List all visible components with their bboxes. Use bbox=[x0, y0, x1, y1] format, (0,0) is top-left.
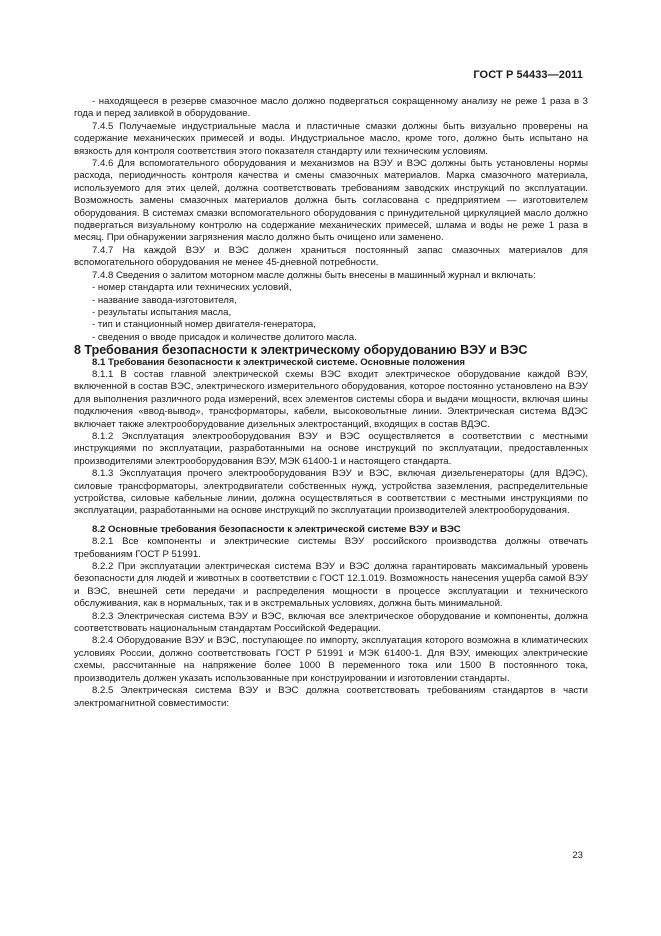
paragraph-8-2-4: 8.2.4 Оборудование ВЭУ и ВЭС, поступающее по импорту, эксплуатация которого возможна в климатических условиях России, должно соответствовать ГОСТ Р 51991 и МЭК 61400-1. Для ВЭУ, имеющих электрические схемы, рассчитанные на напряжение более 1000 В переменного тока или 1500 В постоянного тока, производитель должен указать использованные при конструировании и изготовлении стандарты. bbox=[74, 635, 588, 684]
paragraph-8-2-1: 8.2.1 Все компоненты и электрические системы ВЭУ российского производства должны отвечать требованиям ГОСТ Р 51991. bbox=[74, 536, 588, 560]
page-number: 23 bbox=[572, 850, 583, 861]
document-header: ГОСТ Р 54433—2011 bbox=[473, 69, 583, 81]
paragraph-7-4-6: 7.4.6 Для вспомогательного оборудования и механизмов на ВЭУ и ВЭС должны быть установлены нормы расхода, периодичность контроля качества и смены смазочных материалов. Марка смазочного материала, используемого для этих целей, должна соответствовать требованиям заводских инструкций по эксплуатации. Возможность замены смазочных материалов должна быть согласована с предприятием — изготовителем оборудования. В системах смазки вспомогательного оборудования с принудительной циркуляцией масло должно подвергаться визуальному контролю на содержание механических примесей, шлама и воды не реже 1 раза в месяц. При обнаружении загрязнения масло должно быть очищено или заменено. bbox=[74, 158, 588, 244]
paragraph-7-4-8: 7.4.8 Сведения о залитом моторном масле должны быть внесены в машинный журнал и включать: bbox=[92, 269, 536, 281]
paragraph-8-2-2: 8.2.2 При эксплуатации электрическая система ВЭУ и ВЭС должна гарантировать максимальный уровень безопасности для людей и животных в соответствии с ГОСТ 12.1.019. Возможность нанесения ущерба самой ВЭУ и ВЭС, внешней сети передачи и распределения мощности в процессе эксплуатации и технического обслуживания, как в нормальных, так и в экстремальных условиях, должна быть минимальной. bbox=[74, 561, 588, 610]
paragraph-8-1-1: 8.1.1 В состав главной электрической схемы ВЭС входит электрическое оборудование каждой ВЭУ, включенной в состав ВЭС, электрического измерительного оборудования, которое постоянно установлено на ВЭУ для выполнения различного рода измерений, всех элементов системы сбора и выдачи мощности, включая шины подключения «ввод-вывод», трансформаторы, кабели, высоковольтные линии. Электрическая система ВДЭС включает также электрооборудование дизельных электростанций, входящих в состав ВДЭС. bbox=[74, 368, 588, 430]
subsection-8-1-title: 8.1 Требования безопасности к электрической системе. Основные положения bbox=[92, 356, 465, 368]
paragraph: - находящееся в резерве смазочное масло должно подвергаться сокращенному анализу не реже 1 раза в 3 года и перед заливкой в оборудование. bbox=[74, 96, 588, 120]
paragraph-8-2-5: 8.2.5 Электрическая система ВЭУ и ВЭС должна соответствовать требованиям стандартов в части электромагнитной совместимости: bbox=[74, 685, 588, 709]
list-item: - результаты испытания масла, bbox=[92, 306, 232, 318]
list-item: - сведения о вводе присадок и количестве долитого масла. bbox=[92, 331, 357, 343]
list-item: - тип и станционный номер двигателя-генератора, bbox=[92, 319, 316, 331]
paragraph-7-4-5: 7.4.5 Получаемые индустриальные масла и пластичные смазки должны быть визуально проверены на содержание механических примесей и воды. Индустриальное масло, кроме того, должно быть испытано на вязкость для контроля соответствия этого показателя стандарту или техническим условиям. bbox=[74, 120, 588, 157]
document-body bbox=[74, 96, 588, 710]
paragraph-8-1-3: 8.1.3 Эксплуатация прочего электрооборудования ВЭУ и ВЭС, включая дизельгенераторы (для ВДЭС), силовые трансформаторы, электродвигатели собственных нужд, устройства заземления, распределительные устройства, силовые кабельные линии, должна осуществляться в соответствии с местными инструкциями по эксплуатации, разработанными на основе инструкций по эксплуатации производителей электрооборудования. bbox=[74, 468, 588, 517]
subsection-8-2-title: 8.2 Основные требования безопасности к электрической системе ВЭУ и ВЭС bbox=[92, 523, 461, 535]
list-item: - номер стандарта или технических условий, bbox=[92, 282, 292, 294]
section-8-title: 8 Требования безопасности к электрическому оборудованию ВЭУ и ВЭС bbox=[74, 343, 528, 358]
paragraph-8-1-2: 8.1.2 Эксплуатация электрооборудования ВЭУ и ВЭС осуществляется в соответствии с местными инструкциями по эксплуатации, разработанными на основе инструкций по эксплуатации, предоставленных производителями электрооборудования ВЭУ, МЭК 61400-1 и настоящего стандарта. bbox=[74, 430, 588, 467]
paragraph-7-4-7: 7.4.7 На каждой ВЭУ и ВЭС должен храниться постоянный запас смазочных материалов для вспомогательного оборудования не менее 45-дневной потребности. bbox=[74, 244, 588, 269]
list-item: - название завода-изготовителя, bbox=[92, 294, 237, 306]
paragraph-8-2-3: 8.2.3 Электрическая система ВЭУ и ВЭС, включая все электрическое оборудование и компоненты, должна соответствовать национальным стандартам Российской Федерации. bbox=[74, 610, 588, 635]
